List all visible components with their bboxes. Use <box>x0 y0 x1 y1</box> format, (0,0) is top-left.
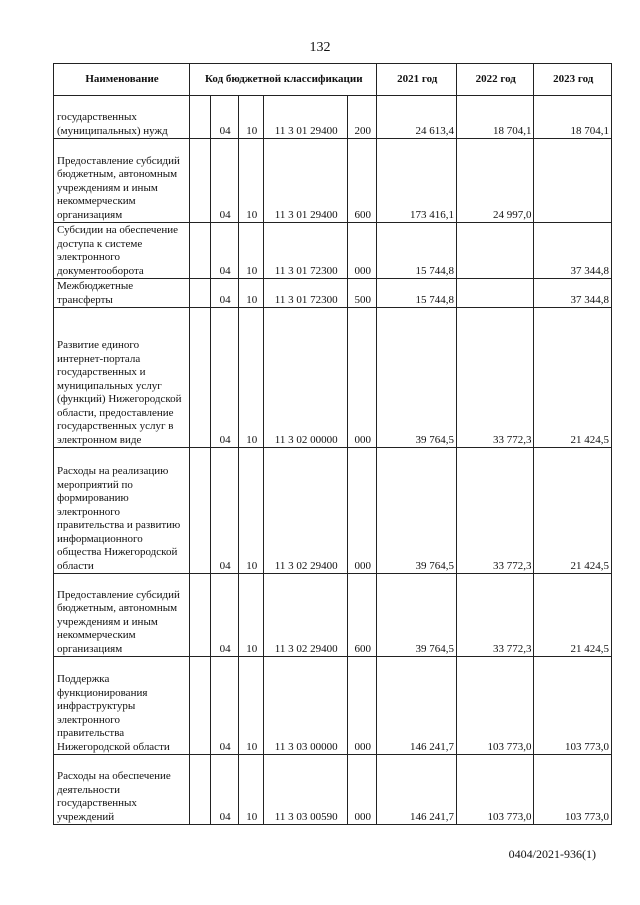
row-target-article: 11 3 01 72300 <box>264 223 348 279</box>
row-target-article: 11 3 01 29400 <box>264 96 348 139</box>
table-row <box>54 574 612 657</box>
page-number: 132 <box>309 40 331 55</box>
row-amount-2021: 24 613,4 <box>377 96 457 139</box>
row-amount-2022: 33 772,3 <box>457 308 534 448</box>
row-subsection: 10 <box>239 657 264 755</box>
table-row <box>54 139 612 223</box>
header-2023: 2023 год <box>534 64 612 96</box>
row-target-article: 11 3 02 00000 <box>264 308 348 448</box>
row-amount-2022: 24 997,0 <box>457 139 534 223</box>
row-section: 04 <box>211 279 239 308</box>
row-amount-2022: 103 773,0 <box>457 755 534 825</box>
row-spacer <box>190 279 211 308</box>
row-subsection: 10 <box>239 448 264 574</box>
row-name: государственных (муниципальных) нужд <box>54 96 190 139</box>
row-subsection: 10 <box>239 139 264 223</box>
row-target-article: 11 3 02 29400 <box>264 448 348 574</box>
row-amount-2022 <box>457 223 534 279</box>
table-row <box>54 657 612 755</box>
row-amount-2021: 39 764,5 <box>377 308 457 448</box>
row-amount-2023: 103 773,0 <box>534 755 612 825</box>
row-name: Предоставление субсидий бюджетным, автономным учреждениям и иным некоммерческим организациям <box>54 574 190 657</box>
row-spacer <box>190 657 211 755</box>
row-expense-type: 000 <box>348 223 377 279</box>
row-section: 04 <box>211 657 239 755</box>
table-header-row <box>54 64 612 96</box>
row-name: Расходы на обеспечение деятельности государственных учреждений <box>54 755 190 825</box>
row-spacer <box>190 755 211 825</box>
table-row <box>54 96 612 139</box>
row-subsection: 10 <box>239 96 264 139</box>
row-spacer <box>190 139 211 223</box>
row-spacer <box>190 96 211 139</box>
row-amount-2021: 39 764,5 <box>377 574 457 657</box>
row-amount-2021: 146 241,7 <box>377 755 457 825</box>
row-amount-2023: 37 344,8 <box>534 223 612 279</box>
row-spacer <box>190 574 211 657</box>
table-row <box>54 279 612 308</box>
row-amount-2022: 103 773,0 <box>457 657 534 755</box>
header-2021: 2021 год <box>377 64 457 96</box>
row-amount-2023: 21 424,5 <box>534 448 612 574</box>
row-subsection: 10 <box>239 308 264 448</box>
row-subsection: 10 <box>239 574 264 657</box>
table-row <box>54 755 612 825</box>
row-expense-type: 600 <box>348 574 377 657</box>
row-subsection: 10 <box>239 755 264 825</box>
row-target-article: 11 3 03 00590 <box>264 755 348 825</box>
header-name: Наименование <box>54 64 190 96</box>
budget-table <box>53 63 612 825</box>
row-section: 04 <box>211 308 239 448</box>
row-amount-2023: 21 424,5 <box>534 574 612 657</box>
table-row <box>54 308 612 448</box>
row-amount-2021: 173 416,1 <box>377 139 457 223</box>
row-expense-type: 000 <box>348 308 377 448</box>
row-amount-2022: 33 772,3 <box>457 574 534 657</box>
row-subsection: 10 <box>239 223 264 279</box>
row-section: 04 <box>211 139 239 223</box>
row-expense-type: 200 <box>348 96 377 139</box>
row-amount-2023: 18 704,1 <box>534 96 612 139</box>
row-section: 04 <box>211 755 239 825</box>
table-row <box>54 448 612 574</box>
row-target-article: 11 3 01 72300 <box>264 279 348 308</box>
row-name: Развитие единого интернет-портала государственных и муниципальных услуг (функций) Нижегородской области, предоставление государственных услуг в электронном виде <box>54 308 190 448</box>
row-section: 04 <box>211 448 239 574</box>
row-amount-2021: 39 764,5 <box>377 448 457 574</box>
row-section: 04 <box>211 96 239 139</box>
row-expense-type: 000 <box>348 448 377 574</box>
row-spacer <box>190 223 211 279</box>
row-spacer <box>190 308 211 448</box>
row-name: Предоставление субсидий бюджетным, автономным учреждениям и иным некоммерческим организациям <box>54 139 190 223</box>
row-name: Межбюджетные трансферты <box>54 279 190 308</box>
row-amount-2022: 33 772,3 <box>457 448 534 574</box>
row-expense-type: 000 <box>348 657 377 755</box>
table-row <box>54 223 612 279</box>
row-name: Поддержка функционирования инфраструктуры электронного правительства Нижегородской области <box>54 657 190 755</box>
row-target-article: 11 3 02 29400 <box>264 574 348 657</box>
row-amount-2022 <box>457 279 534 308</box>
row-subsection: 10 <box>239 279 264 308</box>
row-name: Субсидии на обеспечение доступа к системе электронного документооборота <box>54 223 190 279</box>
row-expense-type: 000 <box>348 755 377 825</box>
row-expense-type: 500 <box>348 279 377 308</box>
row-expense-type: 600 <box>348 139 377 223</box>
row-amount-2021: 146 241,7 <box>377 657 457 755</box>
row-target-article: 11 3 01 29400 <box>264 139 348 223</box>
table-body <box>54 96 612 825</box>
row-amount-2023: 103 773,0 <box>534 657 612 755</box>
row-amount-2022: 18 704,1 <box>457 96 534 139</box>
row-target-article: 11 3 03 00000 <box>264 657 348 755</box>
row-amount-2021: 15 744,8 <box>377 223 457 279</box>
row-amount-2023: 21 424,5 <box>534 308 612 448</box>
row-section: 04 <box>211 223 239 279</box>
header-code: Код бюджетной классификации <box>190 64 377 96</box>
row-amount-2021: 15 744,8 <box>377 279 457 308</box>
row-amount-2023: 37 344,8 <box>534 279 612 308</box>
header-2022: 2022 год <box>457 64 534 96</box>
row-amount-2023 <box>534 139 612 223</box>
row-name: Расходы на реализацию мероприятий по формированию электронного правительства и развитию информационного общества Нижегородской области <box>54 448 190 574</box>
row-spacer <box>190 448 211 574</box>
document-code: 0404/2021-936(1) <box>508 847 596 861</box>
row-section: 04 <box>211 574 239 657</box>
